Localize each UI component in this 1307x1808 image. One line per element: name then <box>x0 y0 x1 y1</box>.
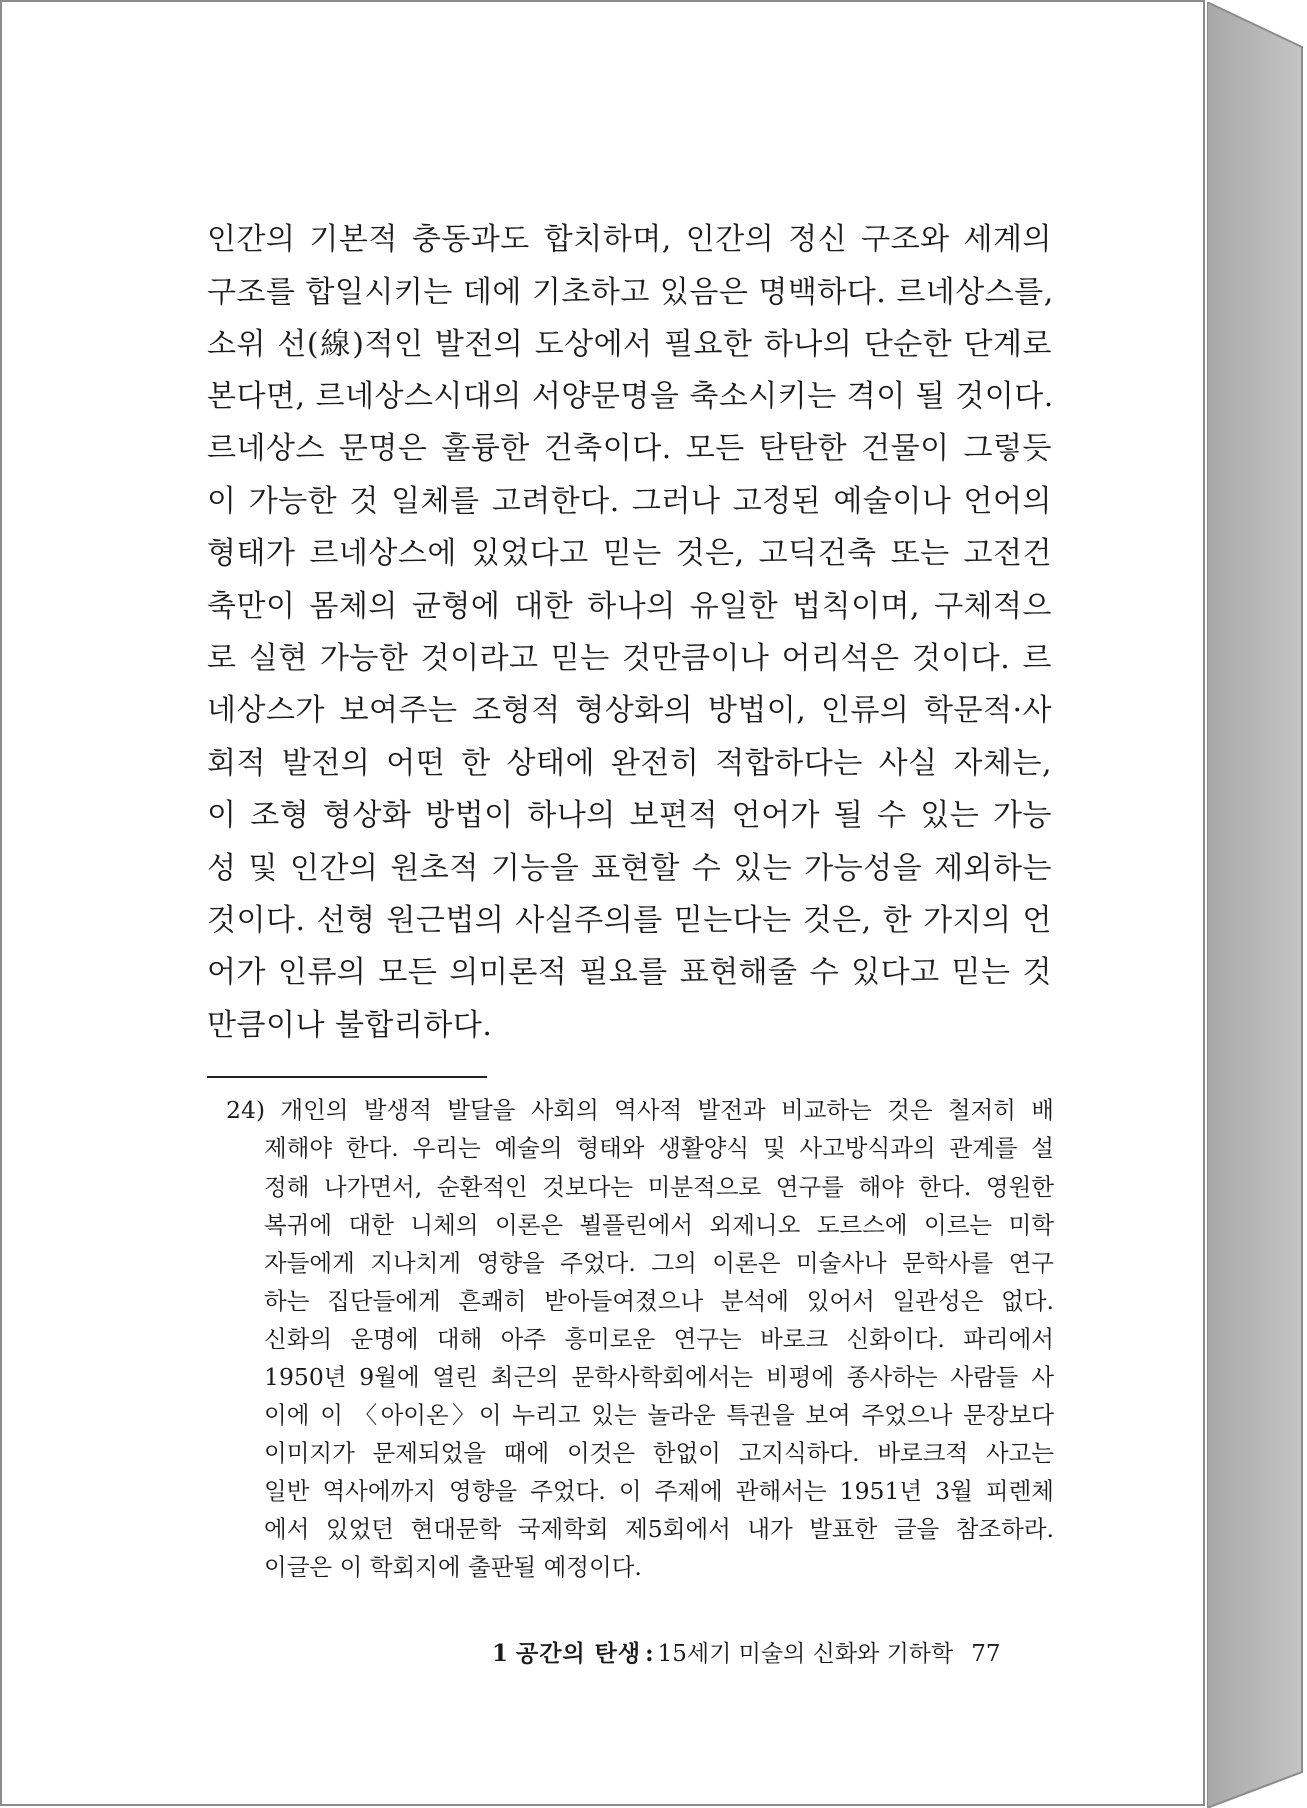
chapter-title: 공간의 탄생 <box>516 1640 642 1667</box>
body-line: 본다면, 르네상스시대의 서양문명을 축소시키는 격이 될 것이다. <box>207 379 1054 414</box>
footnote-number: 24) <box>226 1096 266 1124</box>
body-line: 축만이 몸체의 균형에 대한 하나의 유일한 법칙이며, 구체적으 <box>207 589 1052 624</box>
body-line: 것이다. 선형 원근법의 사실주의를 믿는다는 것은, 한 가지의 언 <box>207 903 1052 938</box>
footnote-line: 1950년 9월에 열린 최근의 문학사학회에서는 비평에 종사하는 사람들 사 <box>264 1363 1054 1391</box>
body-line: 회적 발전의 어떤 한 상태에 완전히 적합하다는 사실 자체는, <box>207 746 1052 781</box>
body-line: 이 가능한 것 일체를 고려한다. 그러나 고정된 예술이나 언어의 <box>207 484 1052 519</box>
footnote-line: 이미지가 문제되었을 때에 이것은 한없이 고지식하다. 바로크적 사고는 <box>264 1439 1054 1467</box>
footnote-divider <box>207 1076 487 1078</box>
footnote-line: 신화의 운명에 대해 아주 흥미로운 연구는 바로크 신화이다. 파리에서 <box>264 1325 1054 1353</box>
chapter-subtitle: 15세기 미술의 신화와 기하학 <box>657 1641 954 1667</box>
body-line: 성 및 인간의 원초적 기능을 표현할 수 있는 가능성을 제외하는 <box>207 851 1052 886</box>
page-edge-shading <box>1207 2 1307 1808</box>
body-line: 인간의 기본적 충동과도 합치하며, 인간의 정신 구조와 세계의 <box>207 222 1052 257</box>
footnote-line: 복귀에 대한 니체의 이론은 뵐플린에서 외제니오 도르스에 이르는 미학 <box>264 1211 1054 1239</box>
body-line: 구조를 합일시키는 데에 기초하고 있음은 명백하다. 르네상스를, <box>207 275 1054 310</box>
footnote-line: 이에 이 〈아이온〉이 누리고 있는 놀라운 특권을 보여 주었으나 문장보다 <box>264 1401 1054 1429</box>
footnote-line: 자들에게 지나치게 영향을 주었다. 그의 이론은 미술사나 문학사를 연구 <box>264 1249 1054 1277</box>
footnote-line: 일반 역사에까지 영향을 주었다. 이 주제에 관해서는 1951년 3월 피렌체 <box>264 1477 1054 1505</box>
body-line: 형태가 르네상스에 있었다고 믿는 것은, 고딕건축 또는 고전건 <box>207 536 1052 571</box>
body-line: 로 실현 가능한 것이라고 믿는 것만큼이나 어리석은 것이다. 르 <box>207 641 1052 676</box>
footnote-text: 개인의 발생적 발달을 사회의 역사적 발전과 비교하는 것은 철저히 배 <box>280 1096 1054 1124</box>
body-line: 어가 인류의 모든 의미론적 필요를 표현해줄 수 있다고 믿는 것 <box>207 955 1052 990</box>
footnote-line <box>226 1094 1054 1126</box>
page-number: 77 <box>971 1641 1001 1667</box>
running-footer <box>492 1634 1027 1674</box>
body-line: 소위 선(線)적인 발전의 도상에서 필요한 하나의 단순한 단계로 <box>207 327 1052 362</box>
body-line: 르네상스 문명은 훌륭한 건축이다. 모든 탄탄한 건물이 그렇듯 <box>207 431 1052 466</box>
footnote-line: 제해야 한다. 우리는 예술의 형태와 생활양식 및 사고방식과의 관계를 설 <box>264 1134 1054 1162</box>
title-separator: : <box>645 1640 654 1667</box>
body-line: 만큼이나 불합리하다. <box>207 1008 493 1043</box>
footnote-line: 이글은 이 학회지에 출판될 예정이다. <box>264 1553 642 1581</box>
body-line: 네상스가 보여주는 조형적 형상화의 방법이, 인류의 학문적·사 <box>207 693 1052 728</box>
chapter-number: 1 <box>492 1640 509 1667</box>
body-line: 이 조형 형상화 방법이 하나의 보편적 언어가 될 수 있는 가능 <box>207 798 1052 833</box>
footnote-line: 정해 나가면서, 순환적인 것보다는 미분적으로 연구를 해야 한다. 영원한 <box>264 1173 1054 1201</box>
footnote-line: 에서 있었던 현대문학 국제학회 제5회에서 내가 발표한 글을 참조하라. <box>264 1515 1054 1543</box>
footnote-line: 하는 집단들에게 흔쾌히 받아들여졌으나 분석에 있어서 일관성은 없다. <box>264 1287 1054 1315</box>
